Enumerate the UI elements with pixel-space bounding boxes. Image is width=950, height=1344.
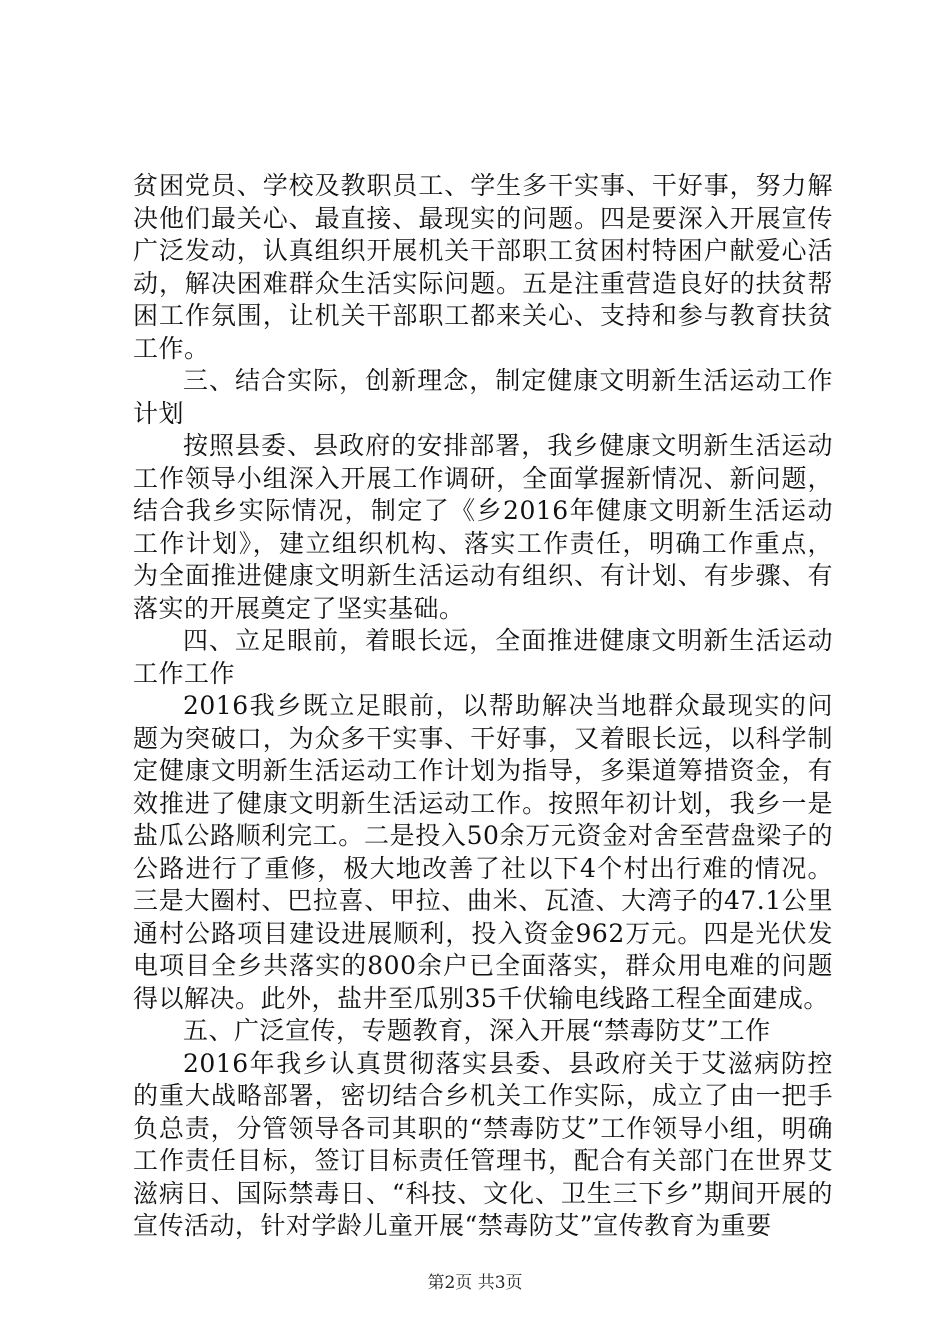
paragraph-section-3: 按照县委、县政府的安排部署，我乡健康文明新生活运动工作领导小组深入开展工作调研，全面掌握新情况、新问题，结合我乡实际情况，制定了《乡2016年健康文明新生活运动工作计划》，建立组织机构、落实工作责任，明确工作重点，为全面推进健康文明新生活运动有组织、有计划、有步骤、有落实的开展奠定了坚实基础。 [133, 431, 833, 623]
paragraph-continuation: 贫困党员、学校及教职员工、学生多干实事、干好事，努力解决他们最关心、最直接、最现实的问题。四是要深入开展宣传广泛发动，认真组织开展机关干部职工贫困村特困户献爱心活动，解决困难群众生活实际问题。五是注重营造良好的扶贫帮困工作氛围，让机关干部职工都来关心、支持和参与教育扶贫工作。 [133, 171, 833, 363]
section-heading-3: 三、结合实际，创新理念，制定健康文明新生活运动工作计划 [133, 366, 833, 428]
paragraph-section-5: 2016年我乡认真贯彻落实县委、县政府关于艾滋病防控的重大战略部署，密切结合乡机关工作实际，成立了由一把手负总责，分管领导各司其职的“禁毒防艾”工作领导小组，明确工作责任目标，签订目标责任管理书，配合有关部门在世界艾滋病日、国际禁毒日、“科技、文化、卫生三下乡”期间开展的宣传活动，针对学龄儿童开展“禁毒防艾”宣传教育为重要 [133, 1048, 833, 1240]
section-heading-4: 四、立足眼前，着眼长远，全面推进健康文明新生活运动工作工作 [133, 626, 833, 688]
section-heading-5: 五、广泛宣传，专题教育，深入开展“禁毒防艾”工作 [183, 1016, 771, 1045]
document-body [133, 170, 833, 1243]
paragraph-section-4: 2016我乡既立足眼前，以帮助解决当地群众最现实的问题为突破口，为众多干实事、干好事，又着眼长远，以科学制定健康文明新生活运动工作计划为指导，多渠道筹措资金，有效推进了健康文明新生活运动工作。按照年初计划，我乡一是盐瓜公路顺利完工。二是投入50余万元资金对舍至营盘梁子的公路进行了重修，极大地改善了社以下4个村出行难的情况。三是大圈村、巴拉喜、甲拉、曲米、瓦渣、大湾子的47.1公里通村公路项目建设进展顺利，投入资金962万元。四是光伏发电项目全乡共落实的800余户已全面落实，群众用电难的问题得以解决。此外，盐井至瓜别35千伏输电线路工程全面建成。 [133, 691, 833, 1013]
page-footer: 第2页 共3页 [427, 1273, 523, 1293]
